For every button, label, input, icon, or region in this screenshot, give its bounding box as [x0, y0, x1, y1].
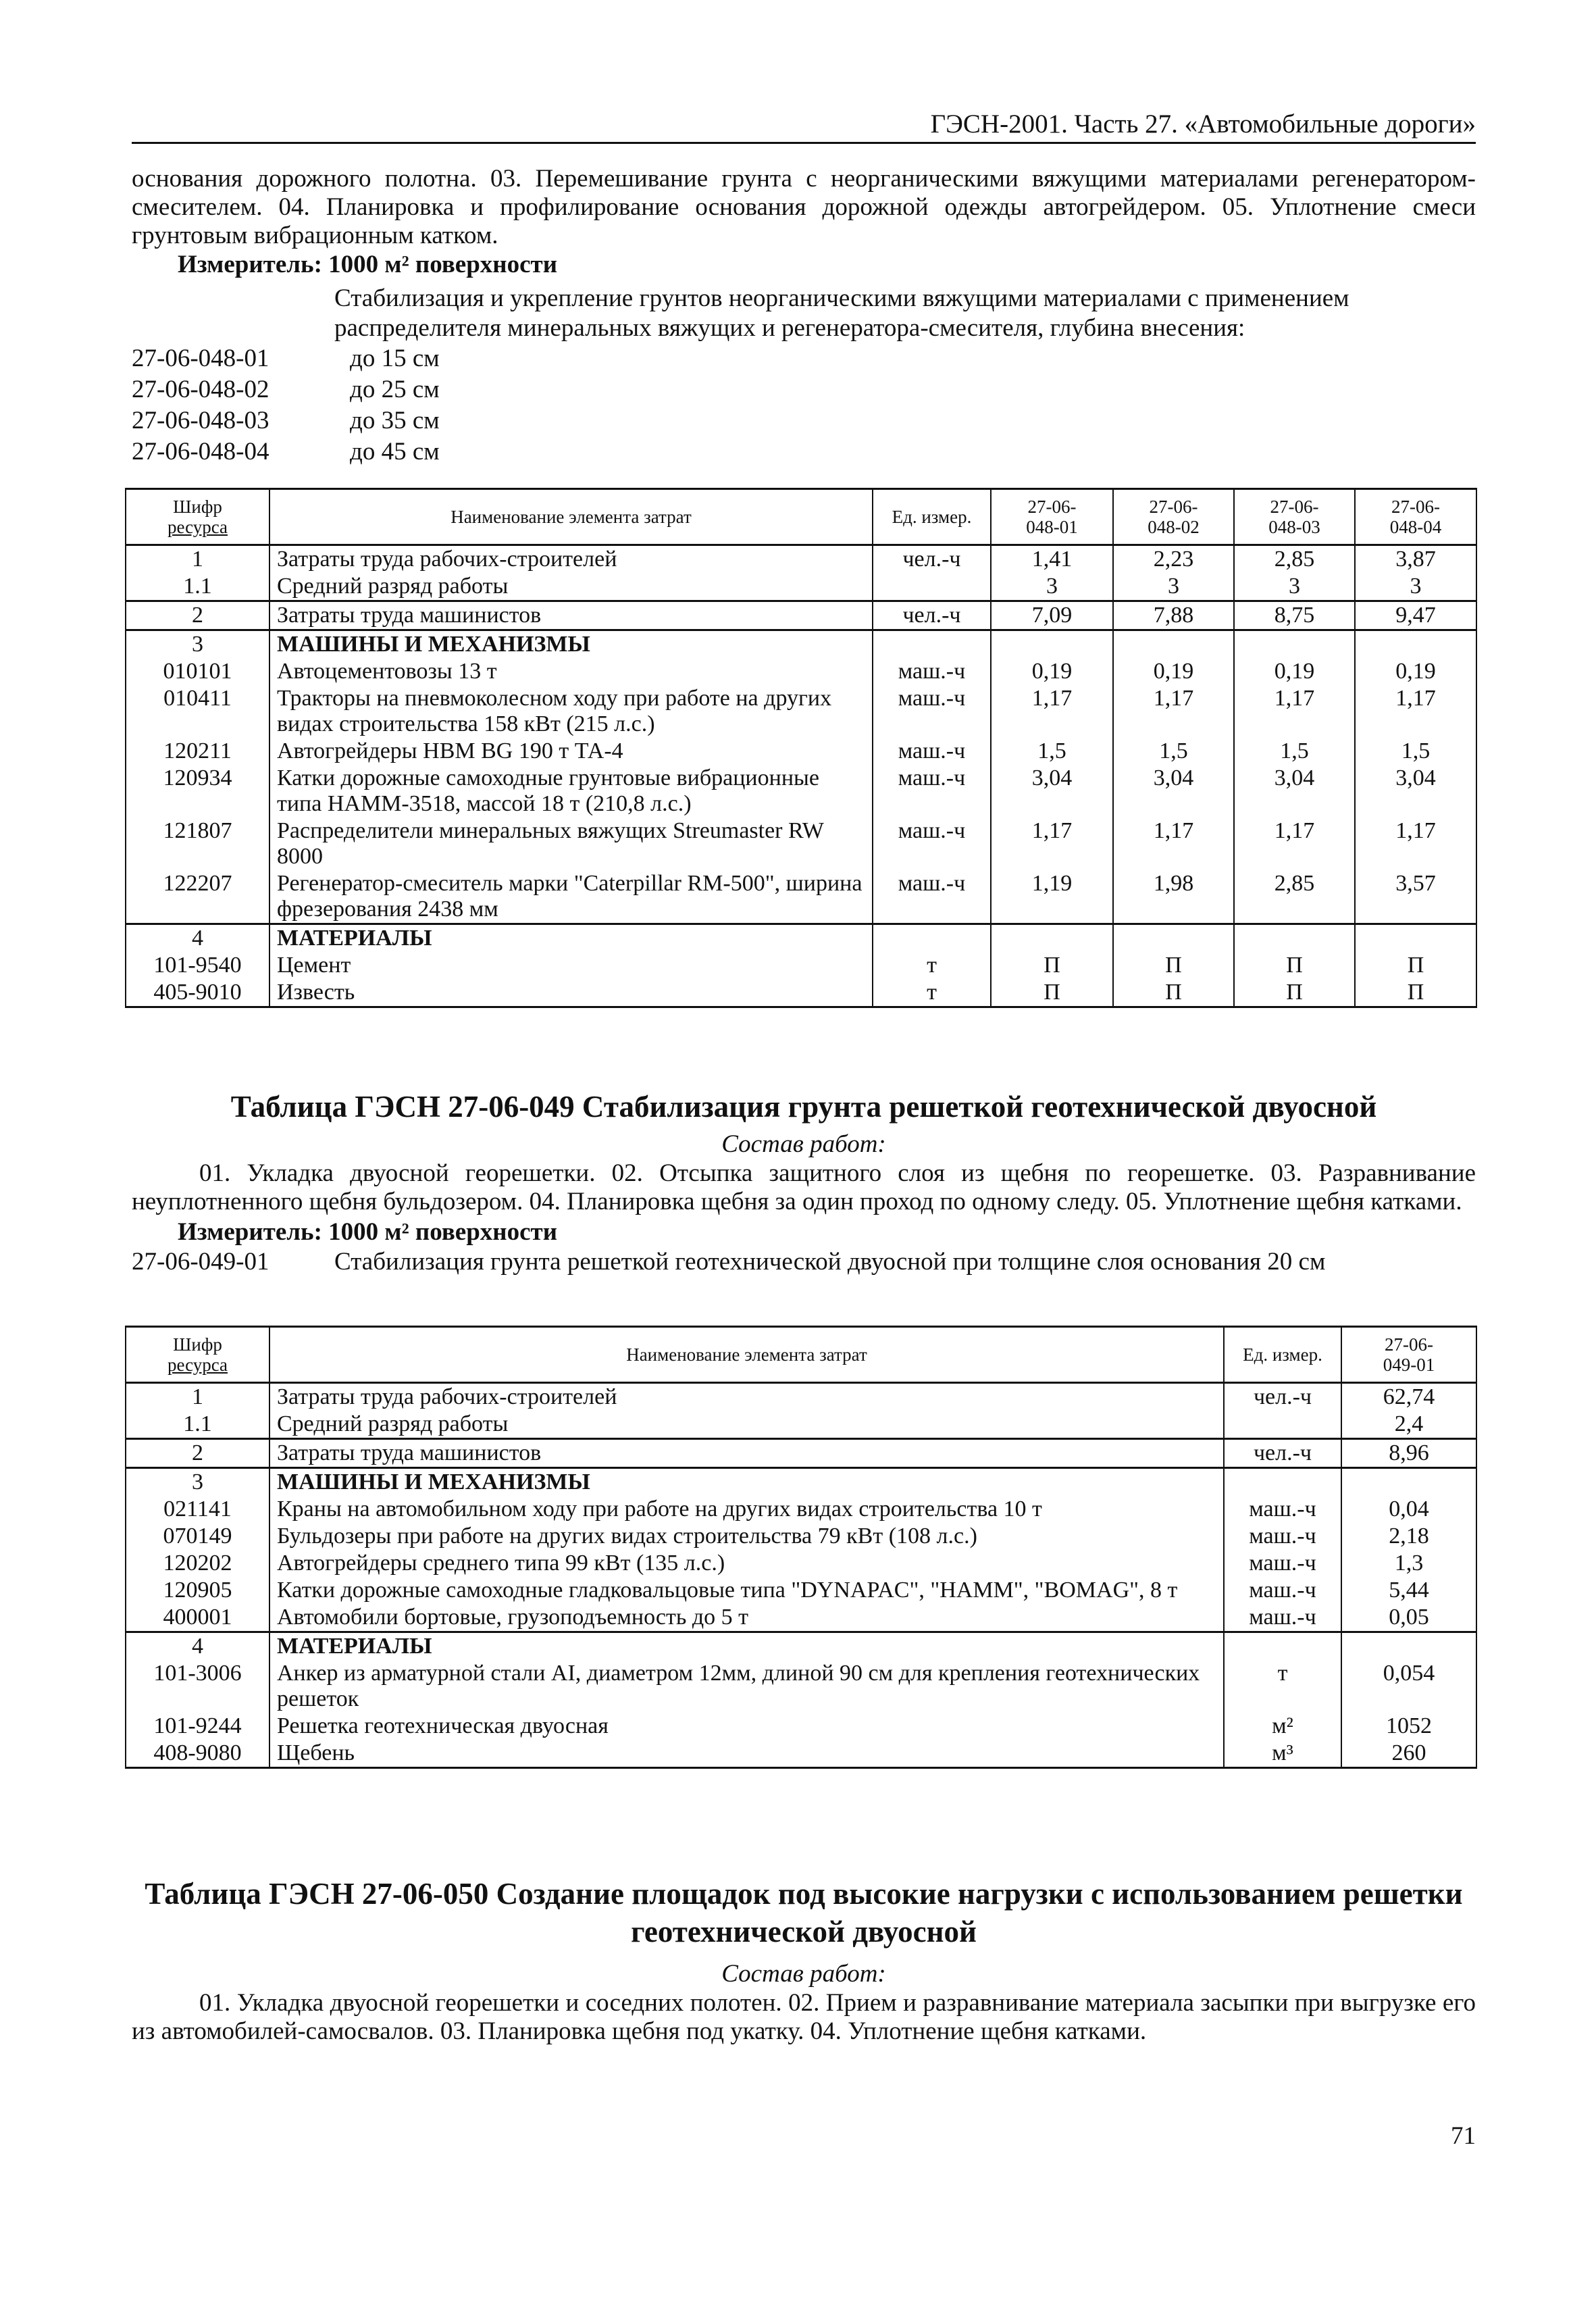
- code-row: [132, 343, 1476, 374]
- value-cell: П: [1355, 979, 1476, 1007]
- resource-code-cell: 021141: [126, 1496, 269, 1523]
- value-cell: 1,17: [1355, 818, 1476, 870]
- value-cell: П: [1355, 952, 1476, 979]
- resource-code-cell: 120202: [126, 1550, 269, 1577]
- resource-code-cell: 405-9010: [126, 979, 269, 1007]
- table-row: [126, 1577, 1476, 1604]
- code-desc-049: Стабилизация грунта решеткой геотехнической двуосной при толщине слоя основания 20 см: [334, 1248, 1326, 1276]
- table-row: [126, 818, 1476, 870]
- unit-cell: [873, 924, 991, 953]
- table-title-050: Таблица ГЭСН 27-06-050 Создание площадок под высокие нагрузки с использованием решетки геотехнической двуосной: [145, 1877, 1463, 1948]
- code-depth: до 35 см: [350, 407, 440, 434]
- value-cell: 1,17: [1355, 685, 1476, 738]
- measure-049: Измеритель: 1000 м² поверхности: [178, 1218, 558, 1246]
- running-header: ГЭСН-2001. Часть 27. «Автомобильные дороги»: [930, 109, 1476, 139]
- resource-code-cell: 408-9080: [126, 1740, 269, 1768]
- description-048: Стабилизация и укрепление грунтов неорганическими вяжущими материалами с применением распределителя минеральных вяжущих и регенератора-смесителя, глубина внесения:: [334, 284, 1349, 342]
- value-cell: 1,17: [1113, 685, 1234, 738]
- value-cell: 0,19: [1234, 658, 1355, 685]
- resource-code-cell: 1: [126, 1383, 269, 1411]
- code-depth: до 15 см: [350, 345, 440, 372]
- resource-name-cell: Краны на автомобильном ходу при работе на других видах строительства 10 т: [269, 1496, 1224, 1523]
- value-cell: [991, 630, 1113, 659]
- value-cell: 0,19: [1113, 658, 1234, 685]
- sostav-label-049: Состав работ:: [721, 1130, 886, 1158]
- value-cell: 62,74: [1341, 1383, 1476, 1411]
- table-row: [126, 1740, 1476, 1768]
- resource-code-cell: 400001: [126, 1604, 269, 1632]
- unit-cell: чел.-ч: [1224, 1439, 1341, 1468]
- header-unit: Ед. измер.: [1224, 1327, 1341, 1383]
- resource-code-cell: 120934: [126, 765, 269, 818]
- unit-cell: маш.-ч: [1224, 1523, 1341, 1550]
- resource-name-cell: Катки дорожные самоходные гладковальцовые типа "DYNAPAC", "HAMM", "BOMAG", 8 т: [269, 1577, 1224, 1604]
- value-cell: 1,41: [991, 545, 1113, 574]
- resource-name-cell: МАТЕРИАЛЫ: [269, 924, 873, 953]
- page-number: 71: [1451, 2122, 1476, 2150]
- resource-name-cell: Средний разряд работы: [269, 1411, 1224, 1439]
- value-cell: П: [991, 952, 1113, 979]
- unit-cell: [1224, 1411, 1341, 1439]
- resource-code-cell: 121807: [126, 818, 269, 870]
- table-row: [126, 685, 1476, 738]
- resource-code-cell: 1.1: [126, 1411, 269, 1439]
- value-cell: 3: [1113, 573, 1234, 601]
- header-shifr: Шифр ресурса: [126, 1327, 269, 1383]
- unit-cell: т: [1224, 1660, 1341, 1713]
- value-cell: 1,5: [1355, 738, 1476, 765]
- resource-name-cell: Автоцементовозы 13 т: [269, 658, 873, 685]
- value-cell: 0,04: [1341, 1496, 1476, 1523]
- table-row: [126, 1411, 1476, 1439]
- resource-table-048: [125, 488, 1477, 1008]
- resource-code-cell: 2: [126, 601, 269, 630]
- unit-cell: маш.-ч: [1224, 1550, 1341, 1577]
- code-depth: до 45 см: [350, 438, 440, 466]
- resource-name-cell: Известь: [269, 979, 873, 1007]
- resource-code-cell: 101-3006: [126, 1660, 269, 1713]
- resource-name-cell: Щебень: [269, 1740, 1224, 1768]
- value-cell: 3,57: [1355, 870, 1476, 924]
- sostav-label-050: Состав работ:: [721, 1960, 886, 1988]
- value-cell: 8,75: [1234, 601, 1355, 630]
- value-cell: П: [991, 979, 1113, 1007]
- resource-name-cell: Средний разряд работы: [269, 573, 873, 601]
- header-col-4: 27-06- 048-04: [1355, 489, 1476, 545]
- table-row: [126, 573, 1476, 601]
- header-name: Наименование элемента затрат: [269, 489, 873, 545]
- resource-table-049: [125, 1326, 1477, 1769]
- value-cell: 1,17: [1234, 685, 1355, 738]
- unit-cell: м³: [1224, 1740, 1341, 1768]
- resource-name-cell: Затраты труда рабочих-строителей: [269, 1383, 1224, 1411]
- code-number: 27-06-048-04: [132, 438, 269, 466]
- header-unit: Ед. измер.: [873, 489, 991, 545]
- table-row: [126, 765, 1476, 818]
- resource-code-cell: 101-9540: [126, 952, 269, 979]
- value-cell: [991, 924, 1113, 953]
- value-cell: 260: [1341, 1740, 1476, 1768]
- value-cell: 9,47: [1355, 601, 1476, 630]
- value-cell: [1341, 1468, 1476, 1496]
- value-cell: 1,17: [991, 818, 1113, 870]
- value-cell: [1355, 924, 1476, 953]
- unit-cell: [873, 573, 991, 601]
- value-cell: 1,17: [1234, 818, 1355, 870]
- resource-code-cell: 3: [126, 1468, 269, 1496]
- table-row: [126, 738, 1476, 765]
- section-048-intro: [132, 165, 1476, 468]
- resource-name-cell: Тракторы на пневмоколесном ходу при работе на других видах строительства 158 кВт (215 л.с.): [269, 685, 873, 738]
- table-row: [126, 952, 1476, 979]
- value-cell: [1355, 630, 1476, 659]
- value-cell: 3: [1355, 573, 1476, 601]
- value-cell: [1234, 630, 1355, 659]
- value-cell: 5,44: [1341, 1577, 1476, 1604]
- table-row: [126, 1523, 1476, 1550]
- table-row: [126, 545, 1476, 574]
- resource-name-cell: Затраты труда рабочих-строителей: [269, 545, 873, 574]
- value-cell: 0,19: [991, 658, 1113, 685]
- value-cell: 3,04: [991, 765, 1113, 818]
- table-row: [126, 1660, 1476, 1713]
- unit-cell: чел.-ч: [1224, 1383, 1341, 1411]
- resource-name-cell: Распределители минеральных вяжущих Streumaster RW 8000: [269, 818, 873, 870]
- table-row: [126, 979, 1476, 1007]
- unit-cell: т: [873, 952, 991, 979]
- table-header-row: [126, 1327, 1476, 1383]
- unit-cell: [1224, 1632, 1341, 1661]
- unit-cell: маш.-ч: [873, 738, 991, 765]
- unit-cell: маш.-ч: [1224, 1604, 1341, 1632]
- table-row: [126, 1632, 1476, 1661]
- table-row: [126, 1496, 1476, 1523]
- value-cell: 1,3: [1341, 1550, 1476, 1577]
- resource-code-cell: 2: [126, 1439, 269, 1468]
- value-cell: 0,05: [1341, 1604, 1476, 1632]
- section-049-body: [132, 1159, 1476, 1277]
- resource-name-cell: Затраты труда машинистов: [269, 1439, 1224, 1468]
- value-cell: П: [1234, 952, 1355, 979]
- value-cell: 7,09: [991, 601, 1113, 630]
- value-cell: 8,96: [1341, 1439, 1476, 1468]
- table-row: [126, 1713, 1476, 1740]
- value-cell: 3,04: [1355, 765, 1476, 818]
- resource-name-cell: МАШИНЫ И МЕХАНИЗМЫ: [269, 630, 873, 659]
- unit-cell: маш.-ч: [873, 685, 991, 738]
- resource-code-cell: 120905: [126, 1577, 269, 1604]
- intro-paragraph: основания дорожного полотна. 03. Перемешивание грунта с неорганическими вяжущими материалами регенератором-смесителем. 04. Планировка и профилирование основания дорожной одежды автогрейдером. 05. Уплотнение смеси грунтовым вибрационным катком.: [132, 165, 1476, 249]
- value-cell: 1,17: [991, 685, 1113, 738]
- resource-code-cell: 1.1: [126, 573, 269, 601]
- unit-cell: маш.-ч: [873, 765, 991, 818]
- unit-cell: маш.-ч: [1224, 1496, 1341, 1523]
- resource-name-cell: Регенератор-смеситель марки "Caterpillar RM-500", ширина фрезерования 2438 мм: [269, 870, 873, 924]
- code-row: [132, 436, 1476, 468]
- resource-name-cell: Анкер из арматурной стали AI, диаметром 12мм, длиной 90 см для крепления геотехнических решеток: [269, 1660, 1224, 1713]
- value-cell: 1,17: [1113, 818, 1234, 870]
- code-row-049: [132, 1247, 1476, 1277]
- value-cell: 2,4: [1341, 1411, 1476, 1439]
- unit-cell: маш.-ч: [873, 870, 991, 924]
- table-row: [126, 1468, 1476, 1496]
- table-row: [126, 1550, 1476, 1577]
- table-row: [126, 924, 1476, 953]
- resource-name-cell: Затраты труда машинистов: [269, 601, 873, 630]
- header-shifr: Шифр ресурса: [126, 489, 269, 545]
- value-cell: 3,04: [1113, 765, 1234, 818]
- header-col-1: 27-06- 049-01: [1341, 1327, 1476, 1383]
- value-cell: 0,054: [1341, 1660, 1476, 1713]
- value-cell: 3,87: [1355, 545, 1476, 574]
- code-number: 27-06-048-02: [132, 376, 269, 403]
- code-row: [132, 405, 1476, 436]
- unit-cell: маш.-ч: [873, 658, 991, 685]
- resource-name-cell: Автомобили бортовые, грузоподъемность до 5 т: [269, 1604, 1224, 1632]
- resource-name-cell: МАТЕРИАЛЫ: [269, 1632, 1224, 1661]
- value-cell: 2,85: [1234, 545, 1355, 574]
- resource-code-cell: 4: [126, 924, 269, 953]
- resource-code-cell: 1: [126, 545, 269, 574]
- code-row: [132, 374, 1476, 405]
- resource-name-cell: МАШИНЫ И МЕХАНИЗМЫ: [269, 1468, 1224, 1496]
- resource-name-cell: Катки дорожные самоходные грунтовые вибрационные типа HAMM-3518, массой 18 т (210,8 л.с.): [269, 765, 873, 818]
- unit-cell: м²: [1224, 1713, 1341, 1740]
- table-row: [126, 601, 1476, 630]
- value-cell: 1,5: [991, 738, 1113, 765]
- unit-cell: чел.-ч: [873, 545, 991, 574]
- table-row: [126, 630, 1476, 659]
- resource-name-cell: Решетка геотехническая двуосная: [269, 1713, 1224, 1740]
- resource-code-cell: 101-9244: [126, 1713, 269, 1740]
- value-cell: П: [1113, 979, 1234, 1007]
- table-row: [126, 1439, 1476, 1468]
- unit-cell: [1224, 1468, 1341, 1496]
- code-049: 27-06-049-01: [132, 1248, 269, 1276]
- table-header-row: [126, 489, 1476, 545]
- code-number: 27-06-048-01: [132, 345, 269, 372]
- resource-name-cell: Автогрейдеры HBM BG 190 т ТА-4: [269, 738, 873, 765]
- resource-code-cell: 122207: [126, 870, 269, 924]
- value-cell: 3: [991, 573, 1113, 601]
- header-name: Наименование элемента затрат: [269, 1327, 1224, 1383]
- header-col-1: 27-06- 048-01: [991, 489, 1113, 545]
- value-cell: [1234, 924, 1355, 953]
- value-cell: [1113, 924, 1234, 953]
- unit-cell: [873, 630, 991, 659]
- unit-cell: чел.-ч: [873, 601, 991, 630]
- resource-code-cell: 010101: [126, 658, 269, 685]
- table-row: [126, 870, 1476, 924]
- value-cell: 3,04: [1234, 765, 1355, 818]
- table-row: [126, 1604, 1476, 1632]
- value-cell: 3: [1234, 573, 1355, 601]
- resource-code-cell: 070149: [126, 1523, 269, 1550]
- resource-code-cell: 010411: [126, 685, 269, 738]
- resource-code-cell: 120211: [126, 738, 269, 765]
- value-cell: 2,23: [1113, 545, 1234, 574]
- resource-code-cell: 4: [126, 1632, 269, 1661]
- value-cell: 7,88: [1113, 601, 1234, 630]
- table-title-049: Таблица ГЭСН 27-06-049 Стабилизация грунта решеткой геотехнической двуосной: [230, 1090, 1377, 1124]
- resource-name-cell: Бульдозеры при работе на других видах строительства 79 кВт (108 л.с.): [269, 1523, 1224, 1550]
- resource-name-cell: Автогрейдеры среднего типа 99 кВт (135 л.с.): [269, 1550, 1224, 1577]
- value-cell: [1113, 630, 1234, 659]
- unit-cell: маш.-ч: [873, 818, 991, 870]
- table-row: [126, 1383, 1476, 1411]
- code-number: 27-06-048-03: [132, 407, 269, 434]
- value-cell: П: [1234, 979, 1355, 1007]
- value-cell: 2,85: [1234, 870, 1355, 924]
- resource-name-cell: Цемент: [269, 952, 873, 979]
- value-cell: 1,5: [1234, 738, 1355, 765]
- value-cell: 1052: [1341, 1713, 1476, 1740]
- value-cell: П: [1113, 952, 1234, 979]
- resource-code-cell: 3: [126, 630, 269, 659]
- header-col-2: 27-06- 048-02: [1113, 489, 1234, 545]
- header-rule: [132, 142, 1476, 144]
- value-cell: 1,98: [1113, 870, 1234, 924]
- section-050-body: [132, 1989, 1476, 2046]
- measure-048: Измеритель: 1000 м² поверхности: [178, 251, 558, 278]
- value-cell: 1,19: [991, 870, 1113, 924]
- value-cell: 0,19: [1355, 658, 1476, 685]
- code-depth: до 25 см: [350, 376, 440, 403]
- code-list-048: [132, 343, 1476, 468]
- value-cell: 1,5: [1113, 738, 1234, 765]
- unit-cell: т: [873, 979, 991, 1007]
- sostav-text-050: 01. Укладка двуосной георешетки и соседних полотен. 02. Прием и разравнивание материала засыпки при выгрузке его из автомобилей-самосвалов. 03. Планировка щебня под укатку. 04. Уплотнение щебня катками.: [132, 1989, 1476, 2045]
- header-col-3: 27-06- 048-03: [1234, 489, 1355, 545]
- sostav-text-049: 01. Укладка двуосной георешетки. 02. Отсыпка защитного слоя из щебня по георешетке. 03. Разравнивание неуплотненного щебня бульдозером. 04. Планировка щебня за один проход по одному следу. 05. Уплотнение щебня катками.: [132, 1159, 1476, 1215]
- value-cell: [1341, 1632, 1476, 1661]
- table-row: [126, 658, 1476, 685]
- unit-cell: маш.-ч: [1224, 1577, 1341, 1604]
- value-cell: 2,18: [1341, 1523, 1476, 1550]
